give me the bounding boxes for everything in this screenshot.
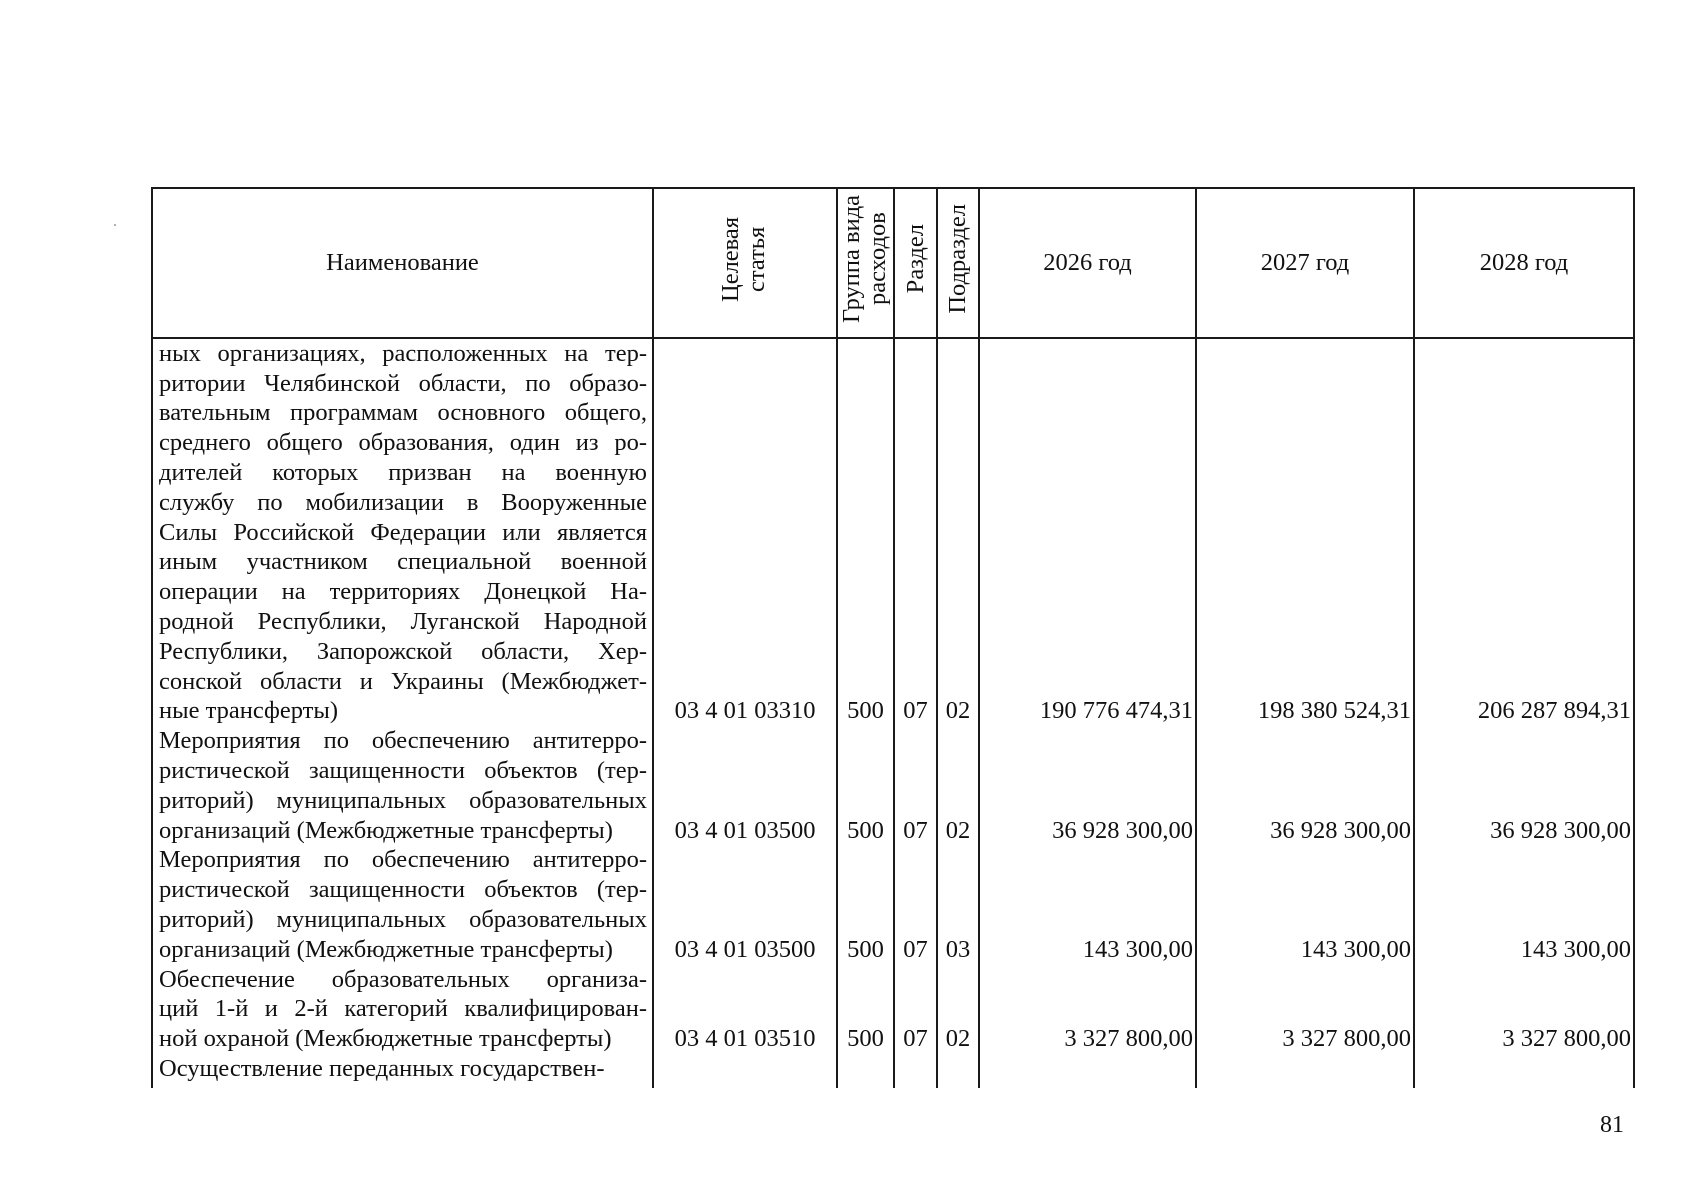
name-line: ций 1-й и 2-й категорий квалифицирован- — [159, 995, 647, 1023]
name-line: Республики, Запорожской области, Хер- — [159, 637, 647, 665]
cell-name — [152, 965, 653, 1054]
name-line: организаций (Межбюджетные трансферты) — [159, 816, 613, 844]
cell-subsection: 02 — [937, 726, 979, 845]
cell-target-article: 03 4 01 03310 — [653, 338, 837, 726]
name-line: среднего общего образования, один из ро- — [159, 429, 647, 457]
name-line: сонской области и Украины (Межбюджет- — [159, 667, 647, 695]
header-target-article: Целевая статья — [653, 188, 837, 338]
cell-year-2026 — [979, 1054, 1196, 1088]
cell-name — [152, 845, 653, 964]
header-year-2028: 2028 год — [1414, 188, 1634, 338]
cell-year-2027: 198 380 524,31 — [1196, 338, 1414, 726]
page-number: 81 — [1600, 1112, 1624, 1138]
cell-name — [152, 726, 653, 845]
name-line: ные трансферты) — [159, 697, 338, 725]
name-line: дителей которых призван на военную — [159, 458, 647, 486]
cell-section — [894, 1054, 937, 1088]
name-line: ных организациях, расположенных на тер- — [159, 339, 647, 367]
cell-year-2026: 190 776 474,31 — [979, 338, 1196, 726]
table-row — [152, 726, 1634, 845]
table-row — [152, 965, 1634, 1054]
header-section: Раздел — [894, 188, 937, 338]
name-line: Силы Российской Федерации или является — [159, 518, 647, 546]
name-line: риторий) муниципальных образовательных — [159, 905, 647, 933]
cell-year-2028: 143 300,00 — [1414, 845, 1634, 964]
cell-subsection: 03 — [937, 845, 979, 964]
cell-target-article: 03 4 01 03510 — [653, 965, 837, 1054]
name-line: вательным программам основного общего, — [159, 399, 647, 427]
cell-section: 07 — [894, 845, 937, 964]
name-line: операции на территориях Донецкой На- — [159, 578, 647, 606]
cell-year-2028: 36 928 300,00 — [1414, 726, 1634, 845]
cell-subsection: 02 — [937, 965, 979, 1054]
cell-name — [152, 338, 653, 726]
header-expense-group: Группа вида расходов — [837, 188, 894, 338]
cell-year-2027: 3 327 800,00 — [1196, 965, 1414, 1054]
cell-expense-group: 500 — [837, 726, 894, 845]
name-line: ристической защищенности объектов (тер- — [159, 756, 647, 784]
cell-section: 07 — [894, 726, 937, 845]
cell-name — [152, 1054, 653, 1088]
name-line: ритории Челябинской области, по образо- — [159, 369, 647, 397]
cell-year-2026: 143 300,00 — [979, 845, 1196, 964]
cell-year-2026: 36 928 300,00 — [979, 726, 1196, 845]
name-line: ной охраной (Межбюджетные трансферты) — [159, 1025, 612, 1053]
name-line: Мероприятия по обеспечению антитерро- — [159, 846, 647, 874]
cell-target-article — [653, 1054, 837, 1088]
cell-year-2027 — [1196, 1054, 1414, 1088]
cell-year-2028: 3 327 800,00 — [1414, 965, 1634, 1054]
header-subsection: Подраздел — [937, 188, 979, 338]
name-line: родной Республики, Луганской Народной — [159, 607, 647, 635]
table-body — [152, 338, 1634, 1088]
name-line: риторий) муниципальных образовательных — [159, 786, 647, 814]
name-line: Осуществление переданных государствен- — [159, 1054, 605, 1082]
cell-year-2026: 3 327 800,00 — [979, 965, 1196, 1054]
cell-year-2027: 143 300,00 — [1196, 845, 1414, 964]
name-line: ристической защищенности объектов (тер- — [159, 876, 647, 904]
cell-section: 07 — [894, 338, 937, 726]
name-line: организаций (Межбюджетные трансферты) — [159, 935, 613, 963]
cell-section: 07 — [894, 965, 937, 1054]
header-year-2027: 2027 год — [1196, 188, 1414, 338]
cell-year-2028: 206 287 894,31 — [1414, 338, 1634, 726]
cell-target-article: 03 4 01 03500 — [653, 726, 837, 845]
header-year-2026: 2026 год — [979, 188, 1196, 338]
name-line: Мероприятия по обеспечению антитерро- — [159, 727, 647, 755]
table-header-row — [152, 188, 1634, 338]
table-row — [152, 845, 1634, 964]
cell-target-article: 03 4 01 03500 — [653, 845, 837, 964]
cell-expense-group: 500 — [837, 338, 894, 726]
cell-expense-group: 500 — [837, 845, 894, 964]
header-name: Наименование — [152, 188, 653, 338]
budget-table — [151, 187, 1635, 1088]
name-line: иным участником специальной военной — [159, 548, 647, 576]
cell-year-2027: 36 928 300,00 — [1196, 726, 1414, 845]
cell-expense-group — [837, 1054, 894, 1088]
name-line: Обеспечение образовательных организа- — [159, 965, 647, 993]
cell-year-2028 — [1414, 1054, 1634, 1088]
name-line: службу по мобилизации в Вооруженные — [159, 488, 647, 516]
table-row — [152, 338, 1634, 726]
cell-subsection: 02 — [937, 338, 979, 726]
cell-subsection — [937, 1054, 979, 1088]
scan-speck — [114, 224, 116, 226]
cell-expense-group: 500 — [837, 965, 894, 1054]
table-row — [152, 1054, 1634, 1088]
